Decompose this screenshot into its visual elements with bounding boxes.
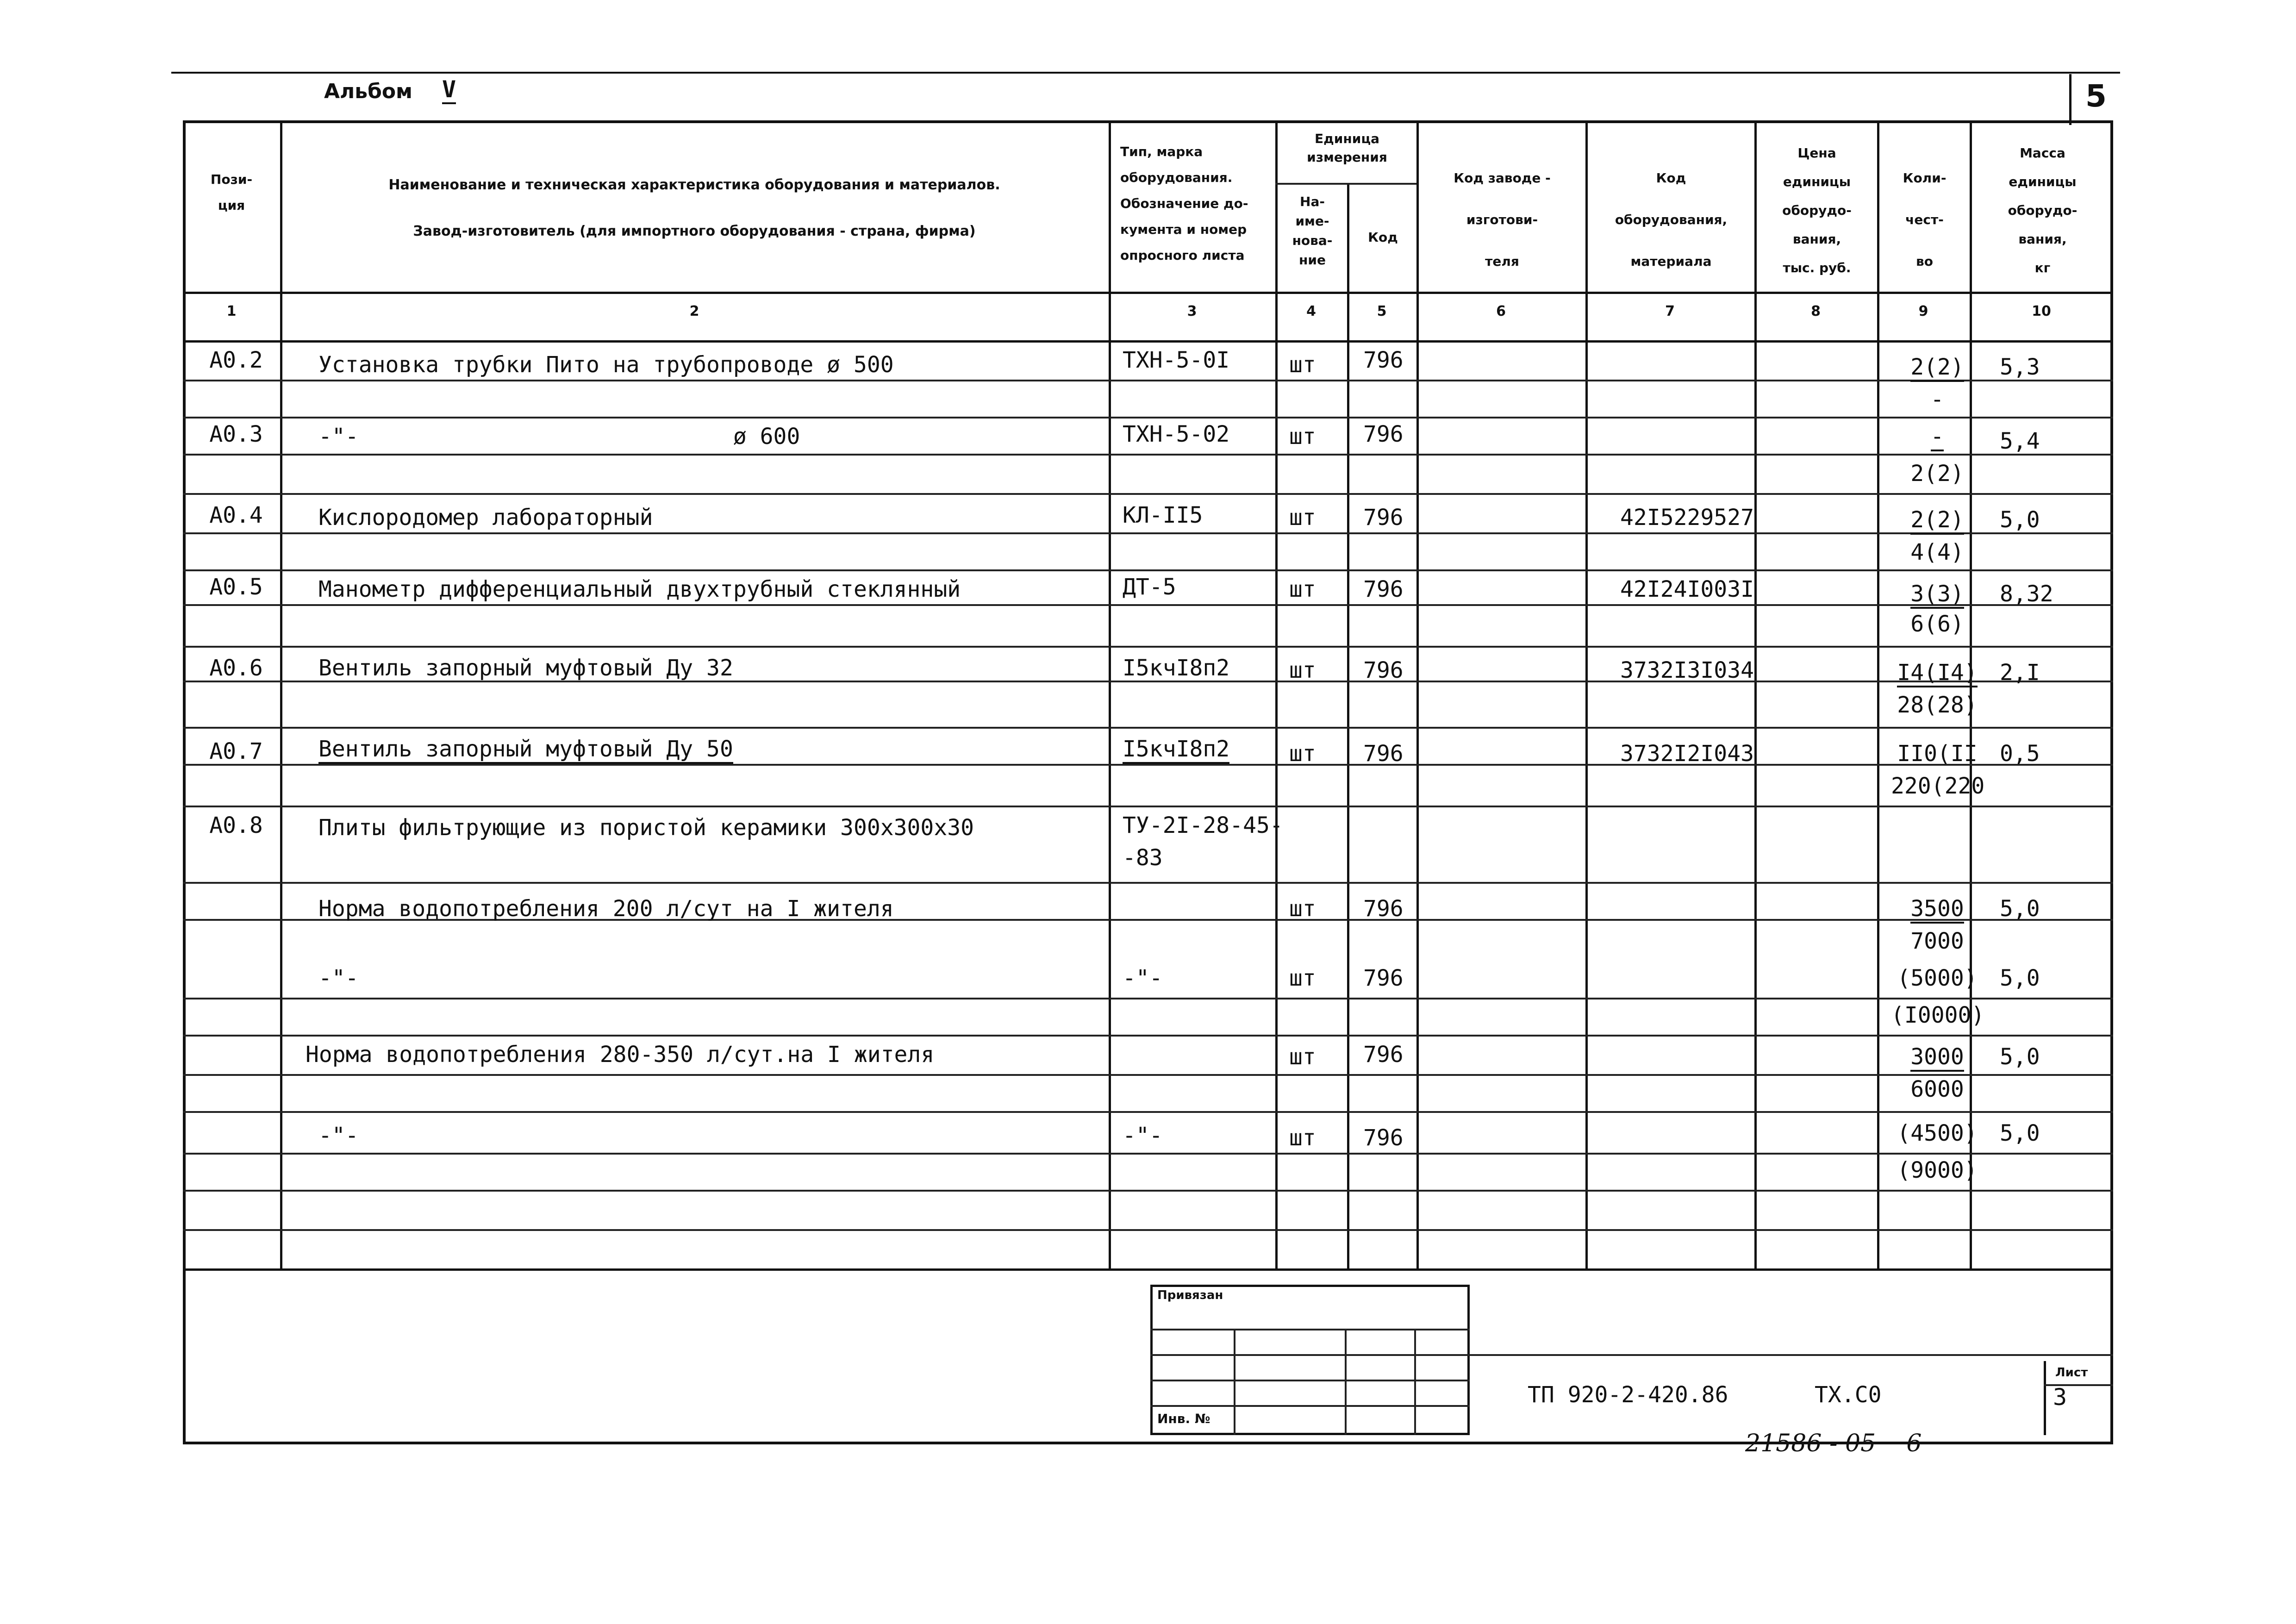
row-line [183,998,2113,999]
row-qty: 3500 [1891,896,1984,922]
row-line [183,493,2113,495]
row-unit-code: 796 [1363,741,1404,767]
row-name: -"- [318,965,359,991]
row-name: -"- ø 600 [318,424,800,450]
row-line [183,806,2113,807]
row-line [183,1190,2113,1192]
col-header-unit-name: На- име- нова- ние [1292,194,1333,268]
col-header-name: Наименование и техническая характеристика оборудования и материалов. Завод-изготовитель (для импортного оборудования - страна, фирма) [388,177,1000,239]
row-qty-second: 28(28) [1897,692,1978,718]
row-qty-second: (9000) [1897,1157,1978,1183]
row-unit: шт [1289,1125,1316,1151]
row-unit-code: 796 [1363,657,1404,683]
row-unit: шт [1289,424,1316,450]
col-line-5 [1416,120,1419,1268]
col-number: 6 [1496,303,1506,319]
row-unit-code: 796 [1363,347,1404,373]
row-unit-code: 796 [1363,965,1404,991]
row-qty: 2(2) [1891,507,1984,533]
row-qty-second: 6000 [1910,1076,1964,1102]
col-number: 4 [1306,303,1316,319]
row-line [183,882,2113,884]
album-number: V [442,76,456,104]
top-rule [171,72,2120,74]
row-qty-second: 220(220 [1891,773,1985,799]
col-line-6 [1585,120,1588,1268]
stamp-vline [1345,1329,1347,1435]
row-mass: 5,3 [2000,354,2040,380]
col-number: 8 [1811,303,1821,319]
row-type-second: -83 [1123,845,1163,871]
row-line [183,727,2113,729]
row-unit: шт [1289,657,1316,683]
row-type: І5кчІ8п2 [1123,736,1229,764]
doc-code: ТП 920-2-420.86 [1528,1382,1728,1408]
row-qty: 3000 [1891,1044,1984,1070]
row-unit-code: 796 [1363,1125,1404,1151]
row-unit-code: 796 [1363,1042,1404,1068]
table-bottom-line [183,1268,2113,1271]
row-name: -"- [318,1123,359,1149]
row-position: А0.2 [209,347,263,373]
col-line-2 [1109,120,1111,1268]
row-qty-second: 2(2) [1910,461,1964,487]
row-mass: 5,0 [2000,896,2040,922]
row-line [183,569,2113,571]
row-qty: (5000) [1897,965,1978,991]
col-number: 2 [689,303,699,319]
row-unit-code: 796 [1363,505,1404,531]
row-unit: шт [1289,505,1316,531]
row-equip-code: 3732І2І043 [1620,741,1754,767]
row-qty: - [1891,424,1984,450]
row-mass: 0,5 [2000,741,2040,767]
col-header-qty: Коли- чест- во [1903,170,1947,269]
row-mass: 5,0 [2000,507,2040,533]
row-unit: шт [1289,576,1316,602]
doc-mark: ТХ.С0 [1815,1382,1882,1408]
row-line [183,417,2113,418]
row-mass: 5,0 [2000,965,2040,991]
row-line [183,604,2113,606]
row-equip-code: 42І5229527 [1620,505,1754,531]
row-type: -"- [1123,1123,1163,1149]
col-header-unit-group: Единица измерения [1307,131,1387,165]
album-label: Альбом [324,80,413,103]
stamp-linked-label: Привязан [1157,1288,1223,1302]
row-type: ТХН-5-0І [1123,347,1230,373]
stamp-inv-label: Инв. № [1157,1411,1210,1426]
handwritten-archive-number: 21586 - 05 6 [1745,1430,1922,1457]
col-line-8 [1877,120,1879,1268]
stamp-line [1150,1405,1470,1407]
row-line [183,1111,2113,1113]
stamp-vline [1414,1329,1416,1435]
row-mass: 2,І [2000,660,2040,686]
stamp-line [1150,1380,1470,1381]
row-unit-code: 796 [1363,421,1404,447]
row-type: КЛ-ІІ5 [1123,502,1203,528]
stamp-line [1150,1354,1470,1356]
col-header-price: Цена единицы оборудо- вания, тыс. руб. [1782,145,1852,275]
header-bottom-line [183,292,2113,294]
row-line [183,1153,2113,1155]
row-mass: 5,0 [2000,1120,2040,1146]
col-line-7 [1754,120,1757,1268]
row-mass: 5,0 [2000,1044,2040,1070]
row-line [183,1074,2113,1076]
col-line-1 [280,120,282,1268]
row-line [183,646,2113,648]
row-name: Манометр дифференциальный двухтрубный стеклянный [318,576,961,602]
row-position: А0.4 [209,502,263,528]
col-number: 9 [1918,303,1928,319]
row-qty-second: 6(6) [1910,611,1964,637]
col-header-unit-code: Код [1368,230,1398,245]
row-type: ТХН-5-02 [1123,421,1230,447]
row-position: А0.6 [209,655,263,681]
col-header-type: Тип, марка оборудования. Обозначение до- кумента и номер опросного листа [1120,144,1248,263]
row-name: Плиты фильтрующие из пористой керамики 300х300х30 [318,815,974,841]
row-line [183,1229,2113,1231]
col-number: 1 [226,303,237,319]
row-qty: 2(2) [1891,354,1984,380]
unit-group-line [1275,183,1416,185]
col-line-4 [1347,183,1349,1268]
row-qty: 3(3) [1891,581,1984,607]
row-position: А0.5 [209,574,263,600]
row-qty-second: 4(4) [1910,539,1964,565]
row-unit: шт [1289,741,1316,767]
colnum-bottom-line [183,340,2113,343]
row-unit: шт [1289,896,1316,922]
row-type: ДТ-5 [1123,574,1176,600]
row-position: А0.8 [209,812,263,838]
row-name: Кислородомер лабораторный [318,505,653,531]
col-header-mass: Масса единицы оборудо- вания, кг [2008,145,2078,275]
col-line-3 [1275,120,1278,1268]
row-type: ТУ-2І-28-45- [1123,812,1283,838]
col-number: 5 [1377,303,1387,319]
row-equip-code: 42І24І003І [1620,576,1754,602]
row-position: А0.3 [209,421,263,447]
row-type: -"- [1123,965,1163,991]
col-header-maker-code: Код заводе - изготови- теля [1454,170,1551,269]
row-line [183,764,2113,766]
page-sheet-number: 5 [2085,78,2107,114]
row-unit-code: 796 [1363,896,1404,922]
row-qty-second: - [1930,387,1944,412]
col-number: 3 [1187,303,1197,319]
row-unit-code: 796 [1363,576,1404,602]
row-line [183,454,2113,456]
row-mass: 8,32 [2000,581,2053,607]
sheet-label: Лист [2055,1366,2088,1380]
row-line [183,1035,2113,1037]
row-line [183,380,2113,381]
row-qty: ІІ0(ІІ [1897,741,1978,767]
row-qty-second: (І0000) [1891,1002,1985,1028]
stamp-vline [1234,1329,1235,1435]
row-type: І5кчІ8п2 [1123,655,1230,681]
row-name: Норма водопотребления 280-350 л/сут.на І жителя [306,1042,935,1068]
stamp-line [1150,1329,1470,1330]
row-unit: шт [1289,1044,1316,1070]
row-qty: (4500) [1897,1120,1978,1146]
row-name: Вентиль запорный муфтовый Ду 32 [318,655,733,681]
stamp-line [1470,1354,2113,1356]
row-name: Норма водопотребления 200 л/сут на І жителя [318,896,894,922]
sheet-value: 3 [2053,1384,2067,1411]
col-header-equip-code: Код оборудования, материала [1615,170,1728,269]
col-number: 7 [1665,303,1675,319]
row-position: А0.7 [209,738,263,764]
row-unit: шт [1289,352,1316,378]
row-qty-second: 7000 [1910,928,1964,954]
row-name: Установка трубки Пито на трубопроводе ø 500 [318,352,894,378]
row-unit: шт [1289,965,1316,991]
row-name: Вентиль запорный муфтовый Ду 50 [318,736,733,764]
row-equip-code: 3732І3І034 [1620,657,1754,683]
col-number: 10 [2032,303,2051,319]
row-mass: 5,4 [2000,428,2040,454]
row-line [183,532,2113,534]
row-qty: І4(І4) [1891,660,1984,686]
sheet-box-left [2069,74,2071,125]
col-header-pos: Пози- ция [210,172,253,213]
